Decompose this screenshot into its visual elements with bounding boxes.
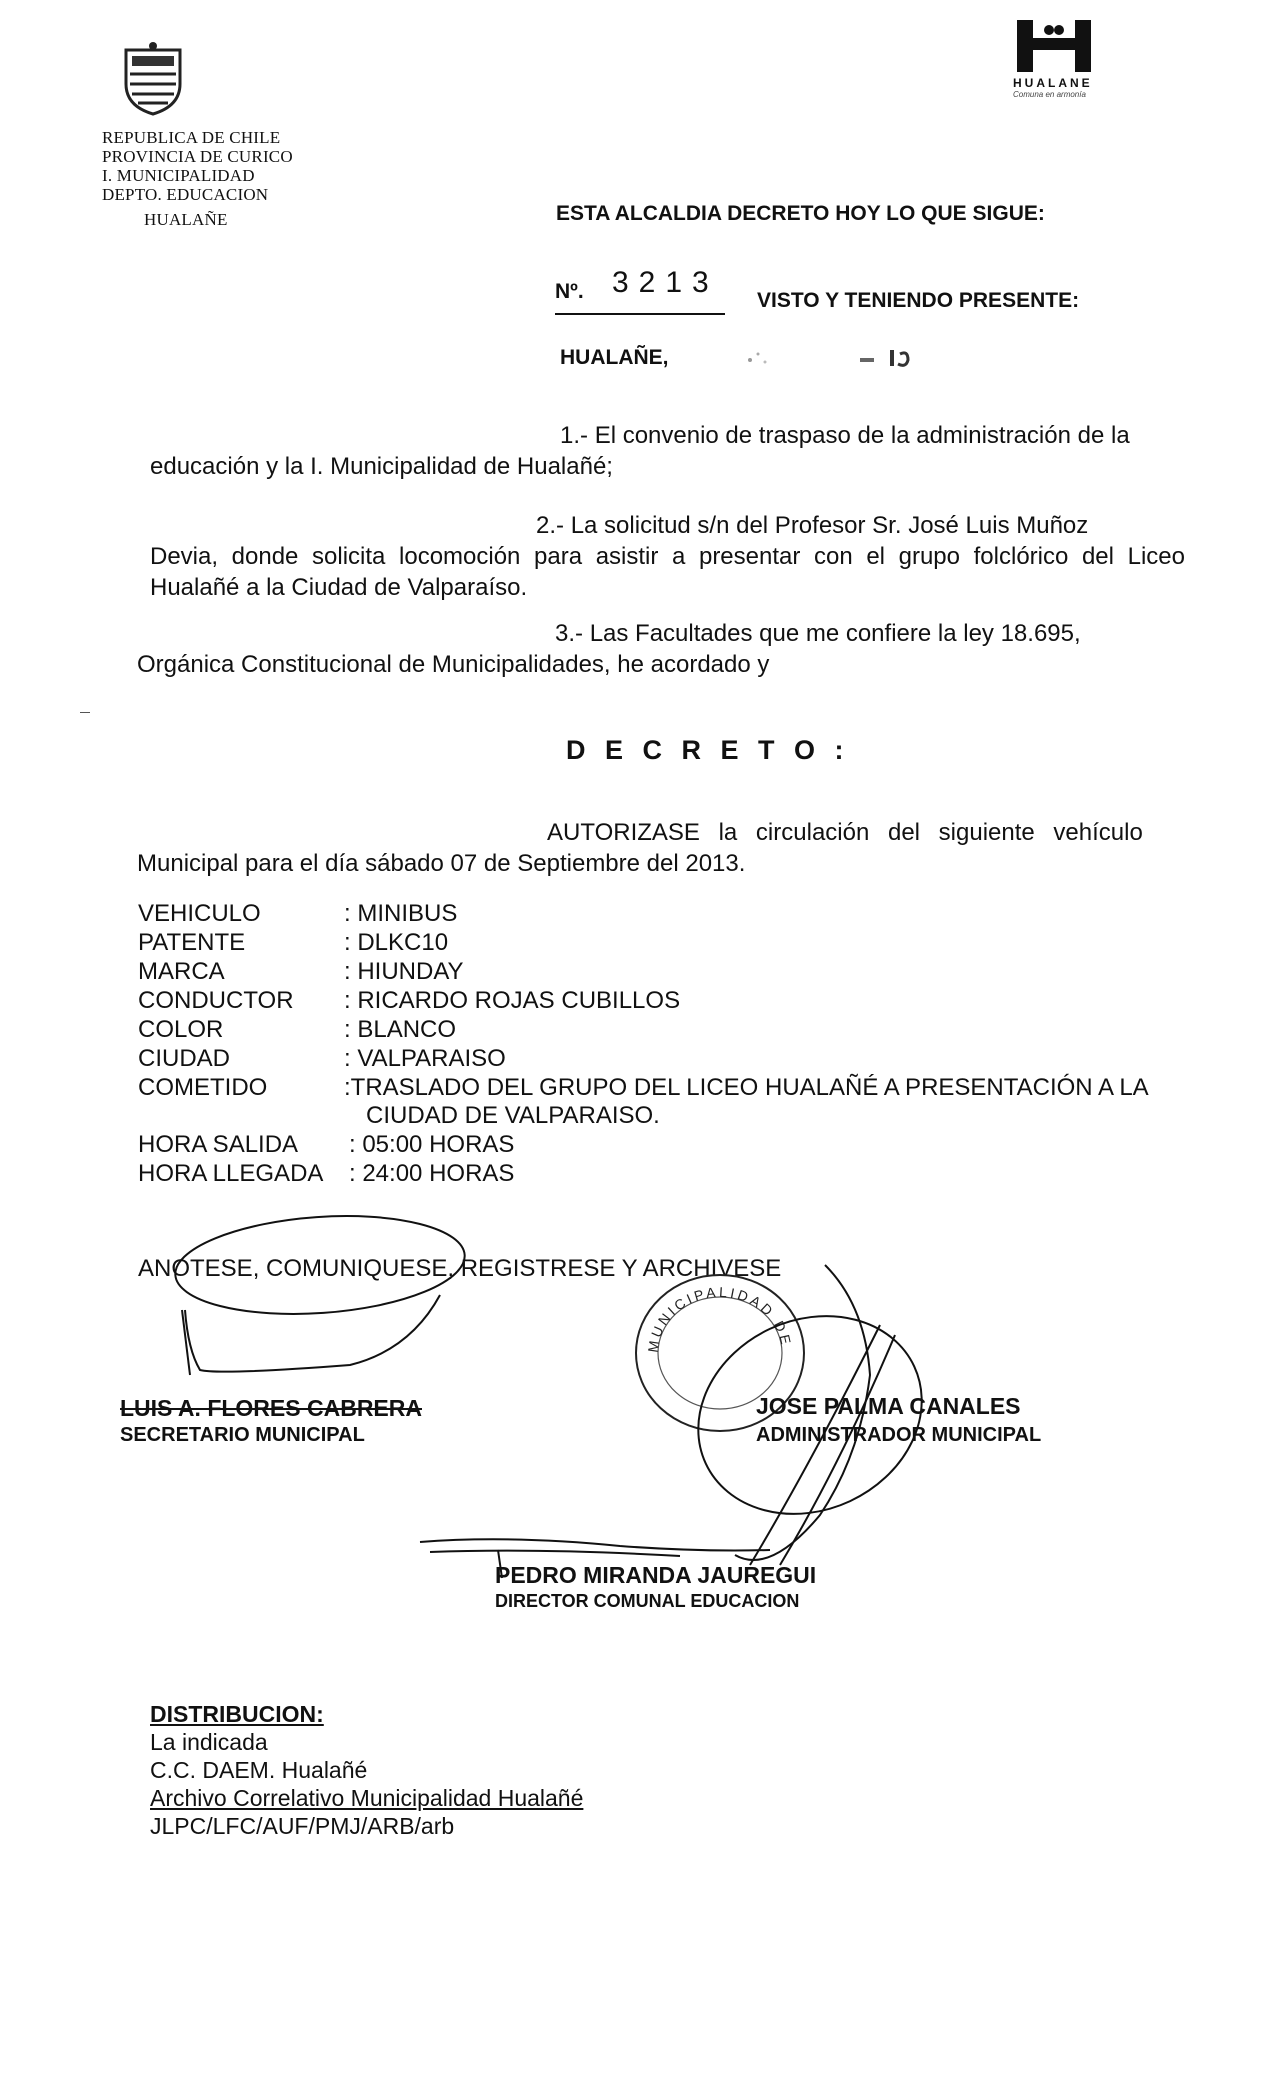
- distribution-line: C.C. DAEM. Hualañé: [150, 1757, 368, 1783]
- issuer-line: I. MUNICIPALIDAD: [102, 166, 255, 185]
- vehicle-value: CIUDAD DE VALPARAISO.: [366, 1102, 660, 1129]
- vehicle-label: COMETIDO: [138, 1074, 268, 1101]
- place-label: HUALAÑE,: [560, 346, 669, 369]
- vehicle-label: PATENTE: [138, 929, 246, 956]
- consideration-text: Las Facultades que me confiere la ley 18.695,: [589, 620, 1081, 647]
- consideration-first-line: [137, 618, 1185, 649]
- vehicle-value: : DLKC10: [344, 929, 449, 956]
- distribution-line: La indicada: [150, 1729, 268, 1755]
- administrator-block: [756, 1393, 1041, 1447]
- issuer-line: REPUBLICA DE CHILE: [102, 128, 281, 147]
- secretary-title: SECRETARIO MUNICIPAL: [120, 1424, 365, 1446]
- consideration-2: [150, 510, 1185, 603]
- director-name: PEDRO MIRANDA JAUREGUI: [495, 1562, 817, 1588]
- consideration-rest: educación y la I. Municipalidad de Hualañé;: [150, 453, 613, 480]
- authorization: [137, 817, 1185, 879]
- closing-line: ANOTESE, COMUNIQUESE, REGISTRESE Y ARCHIVESE: [138, 1255, 782, 1282]
- vehicle-value: : MINIBUS: [344, 900, 458, 927]
- vehicle-label: COLOR: [138, 1016, 224, 1043]
- administrator-title: ADMINISTRADOR MUNICIPAL: [756, 1424, 1042, 1446]
- distribution-title: DISTRIBUCION:: [150, 1701, 324, 1727]
- vehicle-value: : BLANCO: [344, 1016, 457, 1043]
- distribution-line: Archivo Correlativo Municipalidad Hualañé: [150, 1785, 584, 1811]
- secretary-block: [120, 1395, 422, 1447]
- administrator-name: JOSE PALMA CANALES: [756, 1393, 1021, 1419]
- decree-number: 3213: [612, 266, 719, 299]
- director-title: DIRECTOR COMUNAL EDUCACION: [495, 1591, 800, 1611]
- distribution-line: JLPC/LFC/AUF/PMJ/ARB/arb: [150, 1813, 455, 1839]
- hualane-logo-icon: [1015, 18, 1093, 74]
- vehicle-label: CONDUCTOR: [138, 987, 294, 1014]
- authorization-rest: Municipal para el día sábado 07 de Septiembre del 2013.: [137, 850, 746, 877]
- issuer-line: DEPTO. EDUCACION: [102, 185, 269, 204]
- decree-banner: ESTA ALCALDIA DECRETO HOY LO QUE SIGUE:: [556, 202, 1045, 225]
- decree-number-underline: [555, 313, 725, 315]
- consideration-3: [137, 618, 1185, 680]
- coat-of-arms-icon: [118, 40, 188, 116]
- distribution-block: [150, 1700, 583, 1840]
- consideration-rest: Orgánica Constitucional de Municipalidades, he acordado y: [137, 651, 770, 678]
- vehicle-label: HORA LLEGADA: [138, 1160, 324, 1187]
- consideration-first-line: [150, 420, 1185, 451]
- secretary-signature-icon: [160, 1200, 480, 1400]
- consideration-text: El convenio de traspaso de la administración de la: [594, 422, 1130, 449]
- hualane-logo: [1005, 18, 1105, 98]
- vehicle-value: : VALPARAISO: [344, 1045, 506, 1072]
- consideration-rest: Devia, donde solicita locomoción para asistir a presentar con el grupo folclórico del Liceo Hualañé a la Ciudad de Valparaíso.: [150, 543, 1185, 601]
- logo-tagline: Comuna en armonía: [1013, 90, 1086, 99]
- issuer-line: HUALAÑE: [144, 210, 228, 229]
- vehicle-value: : RICARDO ROJAS CUBILLOS: [344, 987, 681, 1014]
- vehicle-value: : 24:00 HORAS: [349, 1160, 515, 1187]
- issuer-block: [102, 128, 293, 229]
- consideration-1: [150, 420, 1185, 482]
- logo-wordmark: HUALANE: [1013, 76, 1093, 90]
- director-block: [495, 1562, 816, 1612]
- consideration-number: 3.-: [555, 620, 584, 647]
- consideration-number: 2.-: [536, 512, 565, 539]
- issuer-line: PROVINCIA DE CURICO: [102, 147, 293, 166]
- stamp-text: MUNICIPALIDAD DE: [644, 1283, 795, 1354]
- consideration-number: 1.-: [560, 422, 589, 449]
- vehicle-label: CIUDAD: [138, 1045, 231, 1072]
- visto-label: VISTO Y TENIENDO PRESENTE:: [757, 289, 1080, 312]
- authorization-first-line: AUTORIZASE la circulación del siguiente vehículo: [547, 819, 1143, 846]
- date-smudge: [740, 340, 920, 370]
- vehicle-value: : HIUNDAY: [344, 958, 464, 985]
- consideration-text: La solicitud s/n del Profesor Sr. José Luis Muñoz: [570, 512, 1089, 539]
- vehicle-value: : 05:00 HORAS: [349, 1131, 515, 1158]
- consideration-first-line: [150, 510, 1185, 541]
- vehicle-label: HORA SALIDA: [138, 1131, 299, 1158]
- margin-mark: [80, 712, 90, 713]
- vehicle-value: :TRASLADO DEL GRUPO DEL LICEO HUALAÑÉ A PRESENTACIÓN A LA: [344, 1074, 1149, 1101]
- vehicle-label: MARCA: [138, 958, 225, 985]
- decreto-title: D E C R E T O :: [566, 735, 850, 765]
- secretary-name: LUIS A. FLORES CABRERA: [120, 1395, 422, 1421]
- vehicle-table: [138, 900, 1198, 1190]
- vehicle-label: VEHICULO: [138, 900, 261, 927]
- decree-number-prefix: Nº.: [555, 280, 584, 303]
